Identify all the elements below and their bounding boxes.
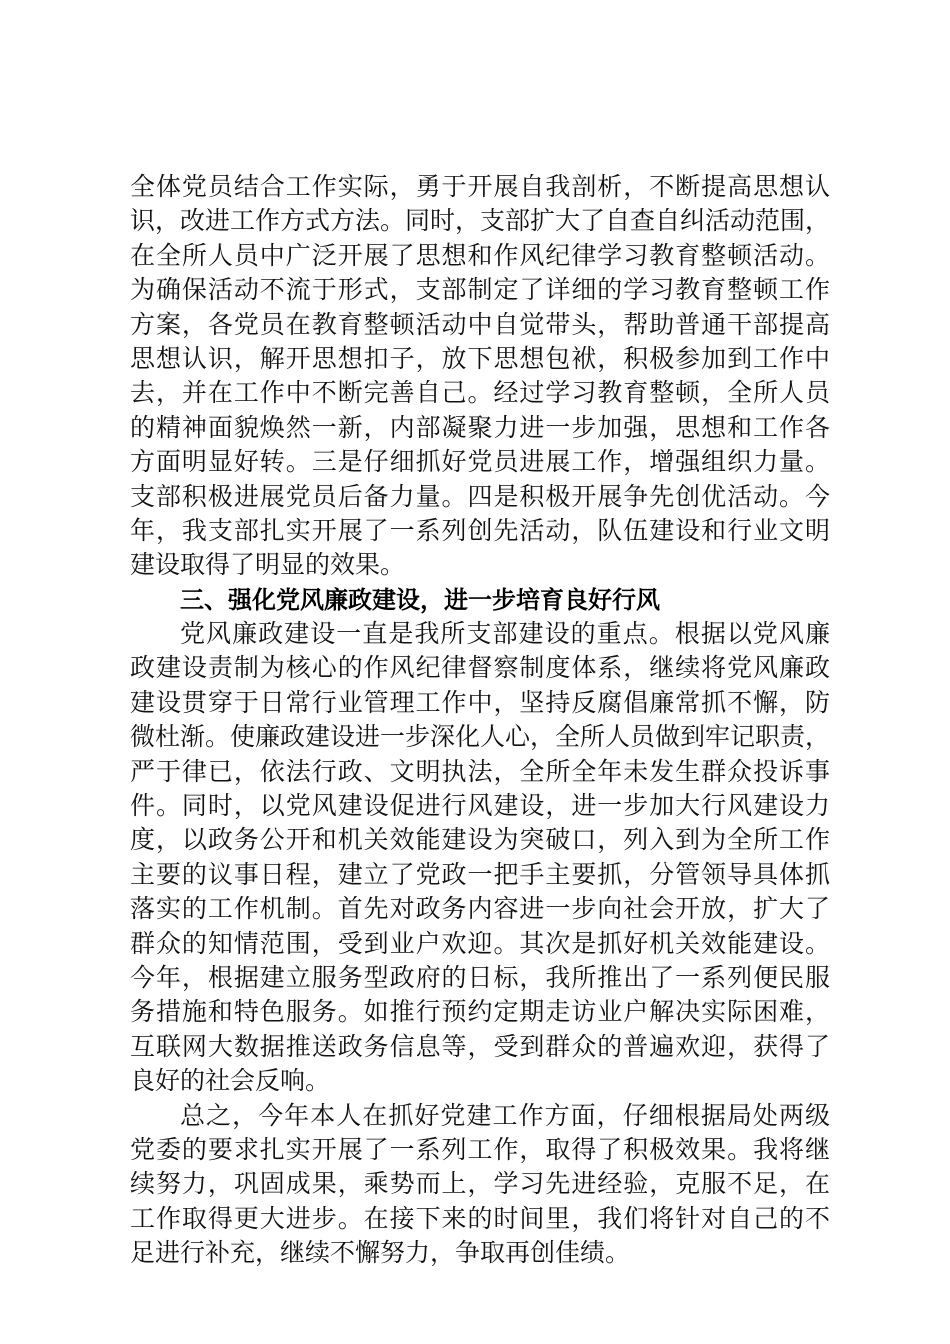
text-line: 的精神面貌焕然一新，内部凝聚力进一步加强，思想和工作各	[130, 412, 830, 442]
text-line: 去，并在工作中不断完善自己。经过学习教育整顿，全所人员	[130, 378, 830, 408]
paragraph-1	[130, 170, 830, 583]
text-line: 识，改进工作方式方法。同时，支部扩大了自查自纠活动范围，	[130, 206, 831, 236]
text-line: 思想认识，解开思想扣子，放下思想包袱，积极参加到工作中	[130, 343, 830, 373]
document-body	[130, 170, 830, 1271]
text-line: 全体党员结合工作实际，勇于开展自我剖析，不断提高思想认	[130, 172, 830, 201]
text-line: 落实的工作机制。首先对政务内容进一步向社会开放，扩大了	[130, 894, 830, 924]
section-heading: 三、强化党风廉政建设，进一步培育良好行风	[180, 585, 660, 614]
text-line: 务措施和特色服务。如推行预约定期走访业户解决实际困难，	[130, 997, 830, 1027]
text-line: 件。同时，以党风建设促进行风建设，进一步加大行风建设力	[130, 791, 830, 821]
text-line: 互联网大数据推送政务信息等，受到群众的普遍欢迎，获得了	[130, 1031, 830, 1061]
text-line: 方面明显好转。三是仔细抓好党员进展工作，增强组织力量。	[130, 447, 830, 477]
text-line: 年，我支部扎实开展了一系列创先活动，队伍建设和行业文明	[130, 515, 830, 545]
text-line: 主要的议事日程，建立了党政一把手主要抓，分管领导具体抓	[130, 859, 830, 889]
text-line: 严于律已，依法行政、文明执法，全所全年未发生群众投诉事	[130, 756, 830, 786]
text-line: 党风廉政建设一直是我所支部建设的重点。根据以党风廉	[180, 619, 830, 649]
text-line: 工作取得更大进步。在接下来的时间里，我们将针对自己的不	[130, 1203, 830, 1233]
text-line: 方案，各党员在教育整顿活动中自觉带头，帮助普通干部提高	[130, 309, 830, 339]
paragraph-2	[130, 617, 830, 1098]
paragraph-3	[130, 1099, 830, 1271]
text-line: 续努力，巩固成果，乘势而上，学习先进经验，克服不足，在	[130, 1169, 830, 1199]
text-line: 足进行补充，继续不懈努力，争取再创佳绩。	[130, 1238, 631, 1268]
text-line: 建设贯穿于日常行业管理工作中，坚持反腐倡廉常抓不懈，防	[130, 687, 830, 717]
text-line: 支部积极进展党员后备力量。四是积极开展争先创优活动。今	[130, 481, 830, 511]
text-line: 为确保活动不流于形式，支部制定了详细的学习教育整顿工作	[130, 275, 830, 305]
text-line: 今年，根据建立服务型政府的日标，我所推出了一系列便民服	[130, 962, 830, 992]
text-line: 建设取得了明显的效果。	[130, 550, 406, 580]
text-line: 微杜渐。使廉政建设进一步深化人心，全所人员做到牢记职责，	[130, 722, 831, 752]
text-line: 党委的要求扎实开展了一系列工作，取得了积极效果。我将继	[130, 1134, 830, 1164]
text-line: 群众的知情范围，受到业户欢迎。其次是抓好机关效能建设。	[130, 928, 830, 958]
text-line: 度，以政务公开和机关效能建设为突破口，列入到为全所工作	[130, 825, 830, 855]
text-line: 政建设责制为核心的作风纪律督察制度体系，继续将党风廉政	[130, 653, 830, 683]
text-line: 良好的社会反响。	[130, 1066, 331, 1096]
text-line: 总之，今年本人在抓好党建工作方面，仔细根据局处两级	[180, 1100, 830, 1130]
text-line: 在全所人员中广泛开展了思想和作风纪律学习教育整顿活动。	[130, 240, 830, 270]
